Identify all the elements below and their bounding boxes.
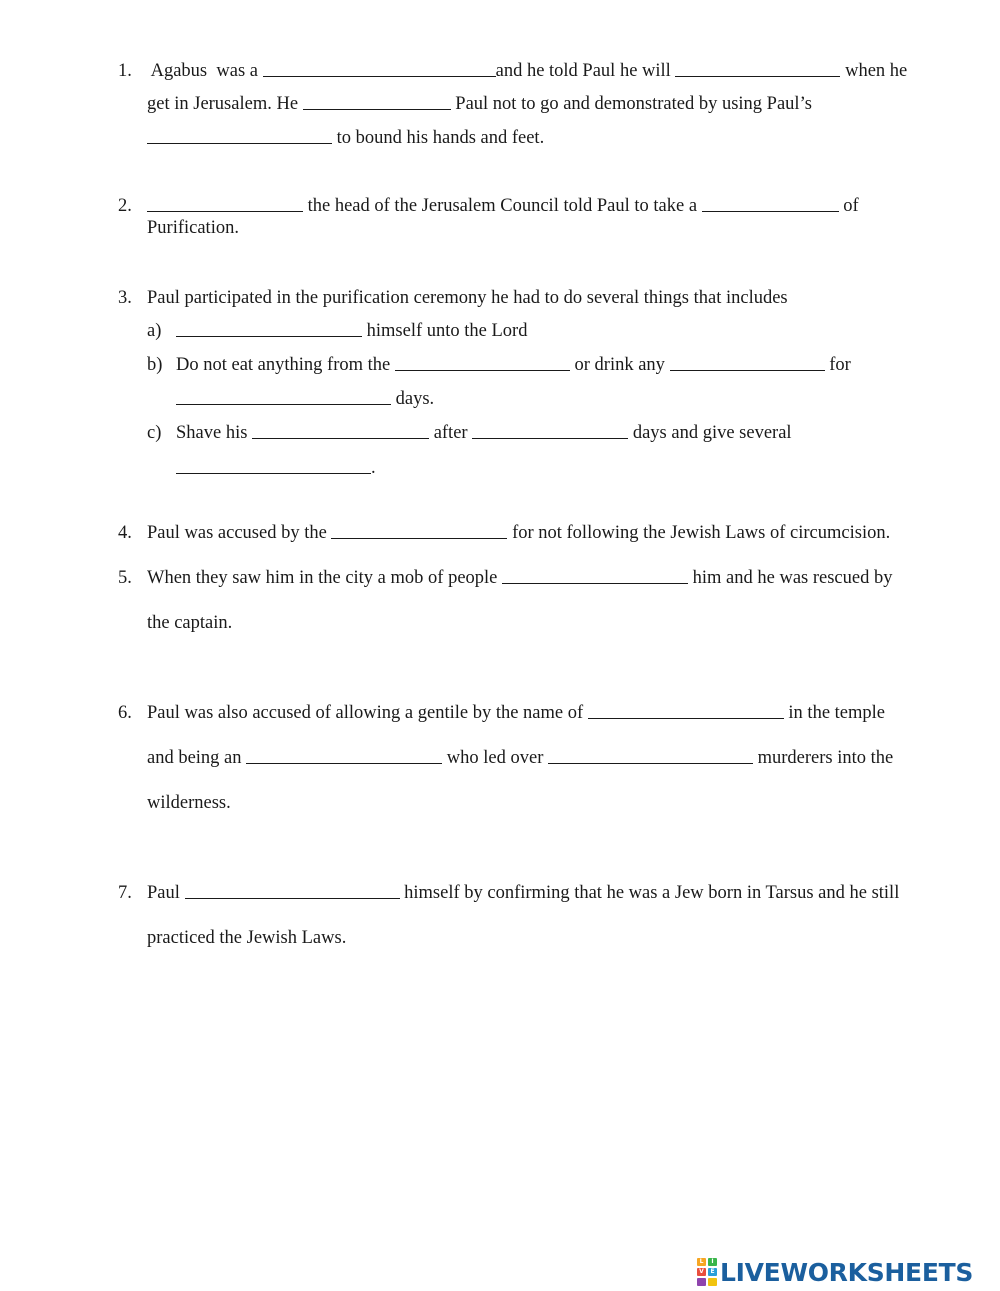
question-6-text: murderers into the xyxy=(753,748,894,768)
question-1-text: to bound his hands and feet. xyxy=(332,128,545,148)
answer-blank[interactable] xyxy=(147,127,332,144)
question-3c-line-1 xyxy=(176,421,792,445)
logo-mark-cell: L xyxy=(697,1258,706,1266)
answer-blank[interactable] xyxy=(176,388,391,405)
question-4-text: for not following the Jewish Laws of circumcision. xyxy=(507,523,891,543)
liveworksheets-logo-icon xyxy=(697,1258,717,1286)
answer-blank[interactable] xyxy=(472,422,628,439)
question-3c-line-2 xyxy=(176,456,376,480)
question-2-number: 2. xyxy=(118,196,132,216)
question-6-text: and being an xyxy=(147,748,247,768)
question-3b-line-1 xyxy=(176,353,851,377)
liveworksheets-logo-text: LIVEWORKSHEETS xyxy=(720,1257,974,1287)
question-7-text: Paul xyxy=(147,883,185,903)
answer-blank[interactable] xyxy=(147,195,303,212)
answer-blank[interactable] xyxy=(263,60,496,77)
question-3c-text: after xyxy=(429,423,473,443)
question-6-text: who led over xyxy=(442,748,548,768)
answer-blank[interactable] xyxy=(395,354,570,371)
question-1-text: and he told Paul he will xyxy=(495,61,676,81)
question-5-number: 5. xyxy=(118,568,132,588)
question-2-text: of xyxy=(838,196,859,216)
question-3b-text: or drink any xyxy=(569,355,670,375)
question-3-number: 3. xyxy=(118,288,132,308)
logo-mark-cell: V xyxy=(697,1268,706,1276)
question-5-line-1 xyxy=(147,566,892,590)
question-1-text: Paul not to go and demonstrated by using Paul’s xyxy=(450,94,812,114)
logo-mark-cell xyxy=(697,1278,706,1286)
answer-blank[interactable] xyxy=(588,702,784,719)
question-1-line-3 xyxy=(147,126,544,150)
question-5-text: When they saw him in the city a mob of people xyxy=(147,568,503,588)
question-6-line-3: wilderness. xyxy=(147,793,231,813)
logo-mark-cell xyxy=(708,1278,717,1286)
question-7-line-1 xyxy=(147,881,899,905)
answer-blank[interactable] xyxy=(670,354,825,371)
question-4-number: 4. xyxy=(118,523,132,543)
question-2-line-2: Purification. xyxy=(147,218,239,238)
question-6-text: Paul was also accused of allowing a gentile by the name of xyxy=(147,703,588,723)
question-3-intro: Paul participated in the purification ceremony he had to do several things that includes xyxy=(147,288,788,308)
question-3a-text: himself unto the Lord xyxy=(362,321,528,341)
question-6-text: in the temple xyxy=(783,703,886,723)
answer-blank[interactable] xyxy=(548,747,753,764)
answer-blank[interactable] xyxy=(303,93,451,110)
question-3c-text: Shave his xyxy=(176,423,253,443)
question-6-line-1 xyxy=(147,701,885,725)
answer-blank[interactable] xyxy=(176,320,362,337)
question-1-line-2 xyxy=(147,92,812,116)
question-3c-label: c) xyxy=(147,423,162,443)
liveworksheets-logo xyxy=(697,1257,973,1287)
question-1-line-1 xyxy=(147,59,907,83)
question-1-text: Agabus was a xyxy=(147,61,263,81)
question-3a-line xyxy=(176,319,527,343)
question-7-number: 7. xyxy=(118,883,132,903)
answer-blank[interactable] xyxy=(702,195,839,212)
question-4-text: Paul was accused by the xyxy=(147,523,332,543)
question-3b-text: for xyxy=(824,355,851,375)
question-5-line-2: the captain. xyxy=(147,613,233,633)
question-5-text: him and he was rescued by xyxy=(688,568,893,588)
question-3b-label: b) xyxy=(147,355,163,375)
answer-blank[interactable] xyxy=(185,882,400,899)
question-3a-label: a) xyxy=(147,321,162,341)
question-3b-line-2 xyxy=(176,387,434,411)
question-2-text: the head of the Jerusalem Council told Paul to take a xyxy=(303,196,702,216)
question-1-number: 1. xyxy=(118,61,132,81)
logo-mark-cell: E xyxy=(708,1268,717,1276)
question-1-text: get in Jerusalem. He xyxy=(147,94,303,114)
question-3c-text: . xyxy=(371,458,376,478)
question-3b-text: Do not eat anything from the xyxy=(176,355,395,375)
answer-blank[interactable] xyxy=(176,457,371,474)
answer-blank[interactable] xyxy=(246,747,442,764)
logo-mark-cell: I xyxy=(708,1258,717,1266)
answer-blank[interactable] xyxy=(675,60,840,77)
question-3c-text: days and give several xyxy=(628,423,792,443)
question-4-line xyxy=(147,521,890,545)
question-6-line-2 xyxy=(147,746,893,770)
answer-blank[interactable] xyxy=(331,522,507,539)
question-1-text: when he xyxy=(840,61,908,81)
question-6-number: 6. xyxy=(118,703,132,723)
answer-blank[interactable] xyxy=(252,422,429,439)
question-2-line-1 xyxy=(147,194,859,218)
question-7-line-2: practiced the Jewish Laws. xyxy=(147,928,347,948)
answer-blank[interactable] xyxy=(502,567,688,584)
question-3b-text: days. xyxy=(391,389,435,409)
question-7-text: himself by confirming that he was a Jew born in Tarsus and he still xyxy=(399,883,900,903)
